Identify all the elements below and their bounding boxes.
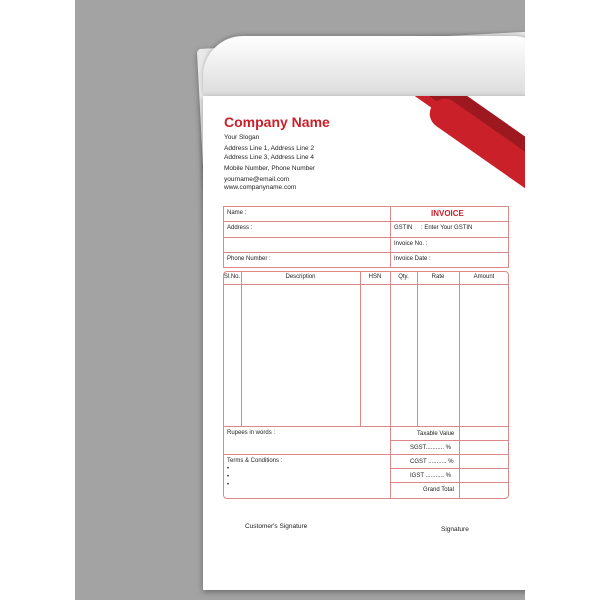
gstin-value: : Enter Your GSTIN xyxy=(421,225,473,231)
cgst-label: CGST ........... % xyxy=(410,459,454,465)
sgst-label: SGST........... % xyxy=(410,445,452,451)
gstin-label: GSTIN xyxy=(394,225,413,231)
bullet: • xyxy=(227,466,230,472)
address-label: Address : xyxy=(227,225,253,231)
address-line: Address Line 3, Address Line 4 xyxy=(224,154,314,161)
items-table xyxy=(223,271,509,499)
col-header: Description xyxy=(285,274,316,280)
col-header: Sl.No. xyxy=(223,274,241,280)
col-header: HSN xyxy=(368,274,382,280)
col-header: Amount xyxy=(473,274,495,280)
col-header: Rate xyxy=(431,274,445,280)
divider xyxy=(223,221,509,222)
grand-total-label: Grand Total xyxy=(423,487,454,493)
divider xyxy=(390,440,509,441)
name-label: Name : xyxy=(227,210,247,216)
divider xyxy=(390,482,509,483)
divider xyxy=(223,252,509,253)
divider xyxy=(223,426,509,427)
divider xyxy=(390,468,509,469)
invoice-sheet xyxy=(203,96,525,590)
terms-label: Terms & Conditions : xyxy=(227,458,283,464)
divider xyxy=(390,271,391,426)
divider xyxy=(360,271,361,426)
bullet: • xyxy=(227,482,230,488)
divider xyxy=(241,271,242,426)
col-header: Qty. xyxy=(398,274,409,280)
address-line: Address Line 1, Address Line 2 xyxy=(224,145,314,152)
customer-signature-label: Customer's Signature xyxy=(245,523,308,530)
igst-label: IGST ........... % xyxy=(410,473,451,479)
divider xyxy=(417,271,418,426)
company-name: Company Name xyxy=(224,114,330,130)
invoice-title: INVOICE xyxy=(431,209,464,218)
invoice-no-label: Invoice No. : xyxy=(394,241,428,247)
divider xyxy=(390,426,391,499)
divider xyxy=(223,237,509,238)
phone-line: Mobile Number, Phone Number xyxy=(224,165,316,172)
invoice-date-label: Invoice Date : xyxy=(394,256,431,262)
divider xyxy=(223,454,390,455)
phone-label: Phone Number : xyxy=(227,256,271,262)
rupees-in-words-label: Rupees in words : xyxy=(227,430,276,436)
taxable-value-label: Taxable Value xyxy=(417,431,455,437)
signature-label: Signature xyxy=(441,526,469,533)
divider xyxy=(223,284,509,285)
divider xyxy=(459,271,460,499)
company-slogan: Your Slogan xyxy=(224,134,260,141)
divider xyxy=(390,454,509,455)
pad-binding-curl xyxy=(203,36,525,96)
email-line: yourname@email.com xyxy=(224,176,290,183)
website-line: www.companyname.com xyxy=(224,184,297,191)
background xyxy=(75,0,525,600)
bullet: • xyxy=(227,474,230,480)
